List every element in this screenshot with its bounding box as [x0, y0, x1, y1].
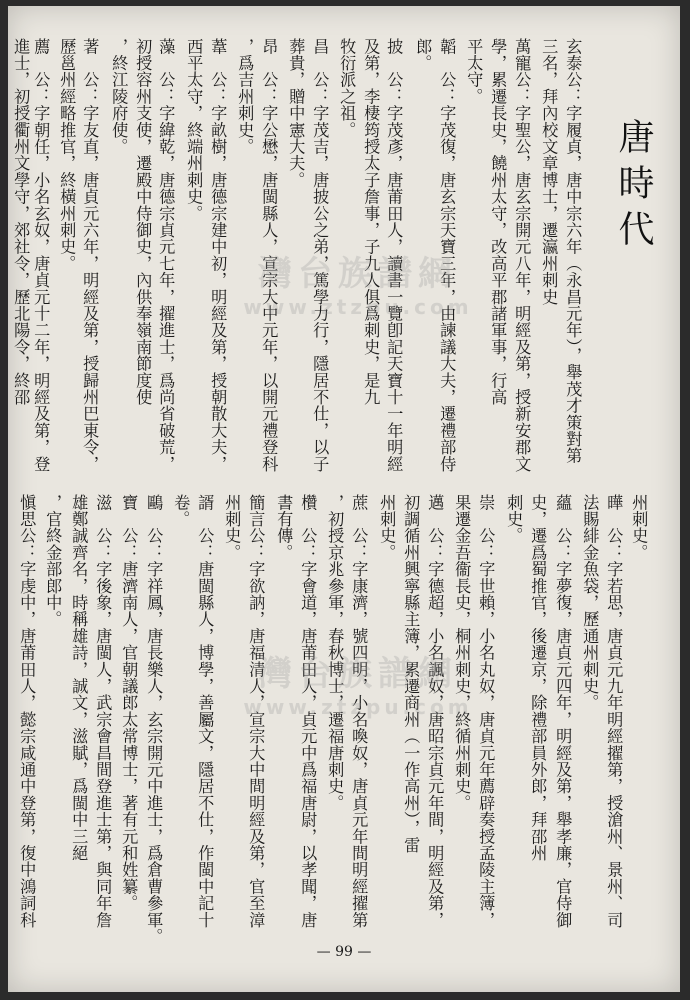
bottom-text-column: 雄鄭誠齊名，時稱雄詩，誠文，滋賦，爲閩中三絕: [69, 494, 89, 862]
top-text-column: 玄泰公：字履貞，唐中宗六年（永昌元年），舉茂才策對第: [563, 38, 583, 465]
top-text-column: 昂 公：字公懋，唐閩縣人，宣宗大中元年，以開元禮登科: [259, 38, 279, 473]
bottom-text-column: 曄 公：字若思，唐貞元九年明經擢第，授滄州、景州、司: [604, 494, 624, 929]
watermark-text: 灣台族譜網: [258, 254, 458, 294]
page-number: — 99 —: [316, 944, 372, 960]
top-text-column: 著 公：字友直，唐貞元六年，明經及第，授歸州巴東令，: [80, 38, 100, 473]
top-text-column: 昌 公：字茂吉，唐披公之弟，篤學力行，隱居不仕，以子: [310, 38, 330, 473]
watermark-url: www.ztzpu.com: [243, 295, 473, 319]
top-text-column: 披 公：字茂彥，唐莆田人，讀書一覽卽記天寶十一年明經: [384, 38, 404, 473]
bottom-text-column: 滋 公：字後象，唐閩人，武宗會昌間登進士第，與同年詹: [93, 494, 113, 929]
top-text-column: 薦 公：字朝任，小名玄奴，唐貞元十二年，明經及第，登: [31, 38, 51, 473]
bottom-text-column: 法賜緋金魚袋，歷通州刺史。: [580, 494, 600, 712]
bottom-text-column: 初調循州興寧縣主簿，累遷商州（一作高州），雷: [401, 494, 421, 854]
top-text-column: 郎。: [413, 38, 433, 72]
watermark-url: www.ztzpu.com: [243, 695, 473, 719]
watermark-bottom: [188, 646, 528, 719]
top-text-column: 葦 公：字畝樹，唐德宗建中初，明經及第，授朝散大夫，: [208, 38, 228, 473]
top-text-column: 葬貴，贈中憲大夫。: [286, 38, 306, 189]
top-text-column: 藻 公：字緯乾，唐德宗貞元七年，擢進士，爲尚省破荒，: [156, 38, 176, 473]
watermark-text: 灣台族譜網: [258, 654, 458, 694]
bottom-text-column: 果遷金吾衞長史，桐州刺史，終循州刺史。: [452, 494, 472, 812]
bottom-text-column: 卷。: [171, 494, 191, 528]
bottom-text-column: 史，遷爲蜀推官，後遷京，除禮部員外郎，拜邵州: [528, 494, 548, 862]
top-text-column: 三名，拜內校文章博士，遷瀛州刺史: [539, 38, 559, 306]
top-text-column: 牧衍派之祖。: [337, 38, 357, 139]
top-text-column: 歷邕州經略推官，終橫州刺史。: [57, 38, 77, 272]
top-text-column: 西平太守，終端州刺史。: [184, 38, 204, 222]
bottom-text-column: 愼思公：字虔中，唐莆田人，懿宗咸通中登第，復中鴻詞科: [17, 494, 37, 929]
bottom-text-column: 欑 公：字會道，唐莆田人，貞元中爲福唐尉，以孝聞，唐: [298, 494, 318, 929]
top-text-column: 平太守。: [464, 38, 484, 105]
page-title: 唐時代: [613, 118, 654, 256]
bottom-text-column: 刺史。: [504, 494, 524, 545]
top-text-column: ，終江陵府使。: [109, 38, 129, 155]
bottom-text-column: 崇 公：字世賴，小名丸奴，唐貞元年薦辟奏授孟陵主簿，: [476, 494, 496, 929]
top-text-column: 及第，李棲筠授太子詹事，子九人俱爲刺史，是九: [361, 38, 381, 406]
bottom-text-column: 書有傳。: [274, 494, 294, 561]
bottom-text-column: 寶 公：唐濟南人，官朝議郎太常博士，著有元和姓纂。: [119, 494, 139, 912]
top-text-column: 學，累遷長史，饒州太守，改高平郡諸軍事，行高: [488, 38, 508, 406]
bottom-text-column: ，初授京兆參軍，春秋博士，遷福唐刺史。: [325, 494, 345, 812]
bottom-text-column: ，官終金部郎中。: [43, 494, 63, 628]
bottom-text-column: 邁 公：字德超，小名諷奴，唐昭宗貞元年間，明經及第，: [425, 494, 445, 929]
top-text-column: 初授容州支使，遷殿中侍御史，內供奉嶺南節度使: [133, 38, 153, 406]
bottom-text-column: 州刺史。: [222, 494, 242, 561]
top-text-column: 萬寵公：字聖公，唐玄宗開元八年，明經及第，授新安郡文: [512, 38, 532, 473]
bottom-text-column: 蘊 公：字夢復，唐貞元四年，明經及第，舉孝廉，官侍御: [553, 494, 573, 929]
bottom-text-column: 州刺史。: [377, 494, 397, 561]
bottom-text-column: 簡言公：字欲訥，唐福清人，宣宗大中間明經及第，官至漳: [246, 494, 266, 929]
bottom-text-column: 州刺史。: [629, 494, 649, 561]
document-page: [8, 6, 680, 992]
top-text-column: ，爲吉州刺史。: [235, 38, 255, 155]
bottom-text-column: 蔗 公：字康濟，號四明，小名喚奴，唐貞元年間明經擢第: [349, 494, 369, 929]
bottom-text-column: 鷗 公：字祥鳳，唐長樂人，玄宗開元中進士，爲倉曹參軍。: [144, 494, 164, 945]
bottom-text-column: 諝 公：唐閩縣人，博學，善屬文，隱居不仕，作閩中記十: [195, 494, 215, 929]
top-text-column: 韜 公：字茂復，唐玄宗天寶三年，由諫議大夫，遷禮部侍: [437, 38, 457, 473]
watermark-top: [188, 246, 528, 319]
top-text-column: 進士，初授衢州文學守，郊社令，歷北陽令，終邵: [11, 38, 31, 406]
